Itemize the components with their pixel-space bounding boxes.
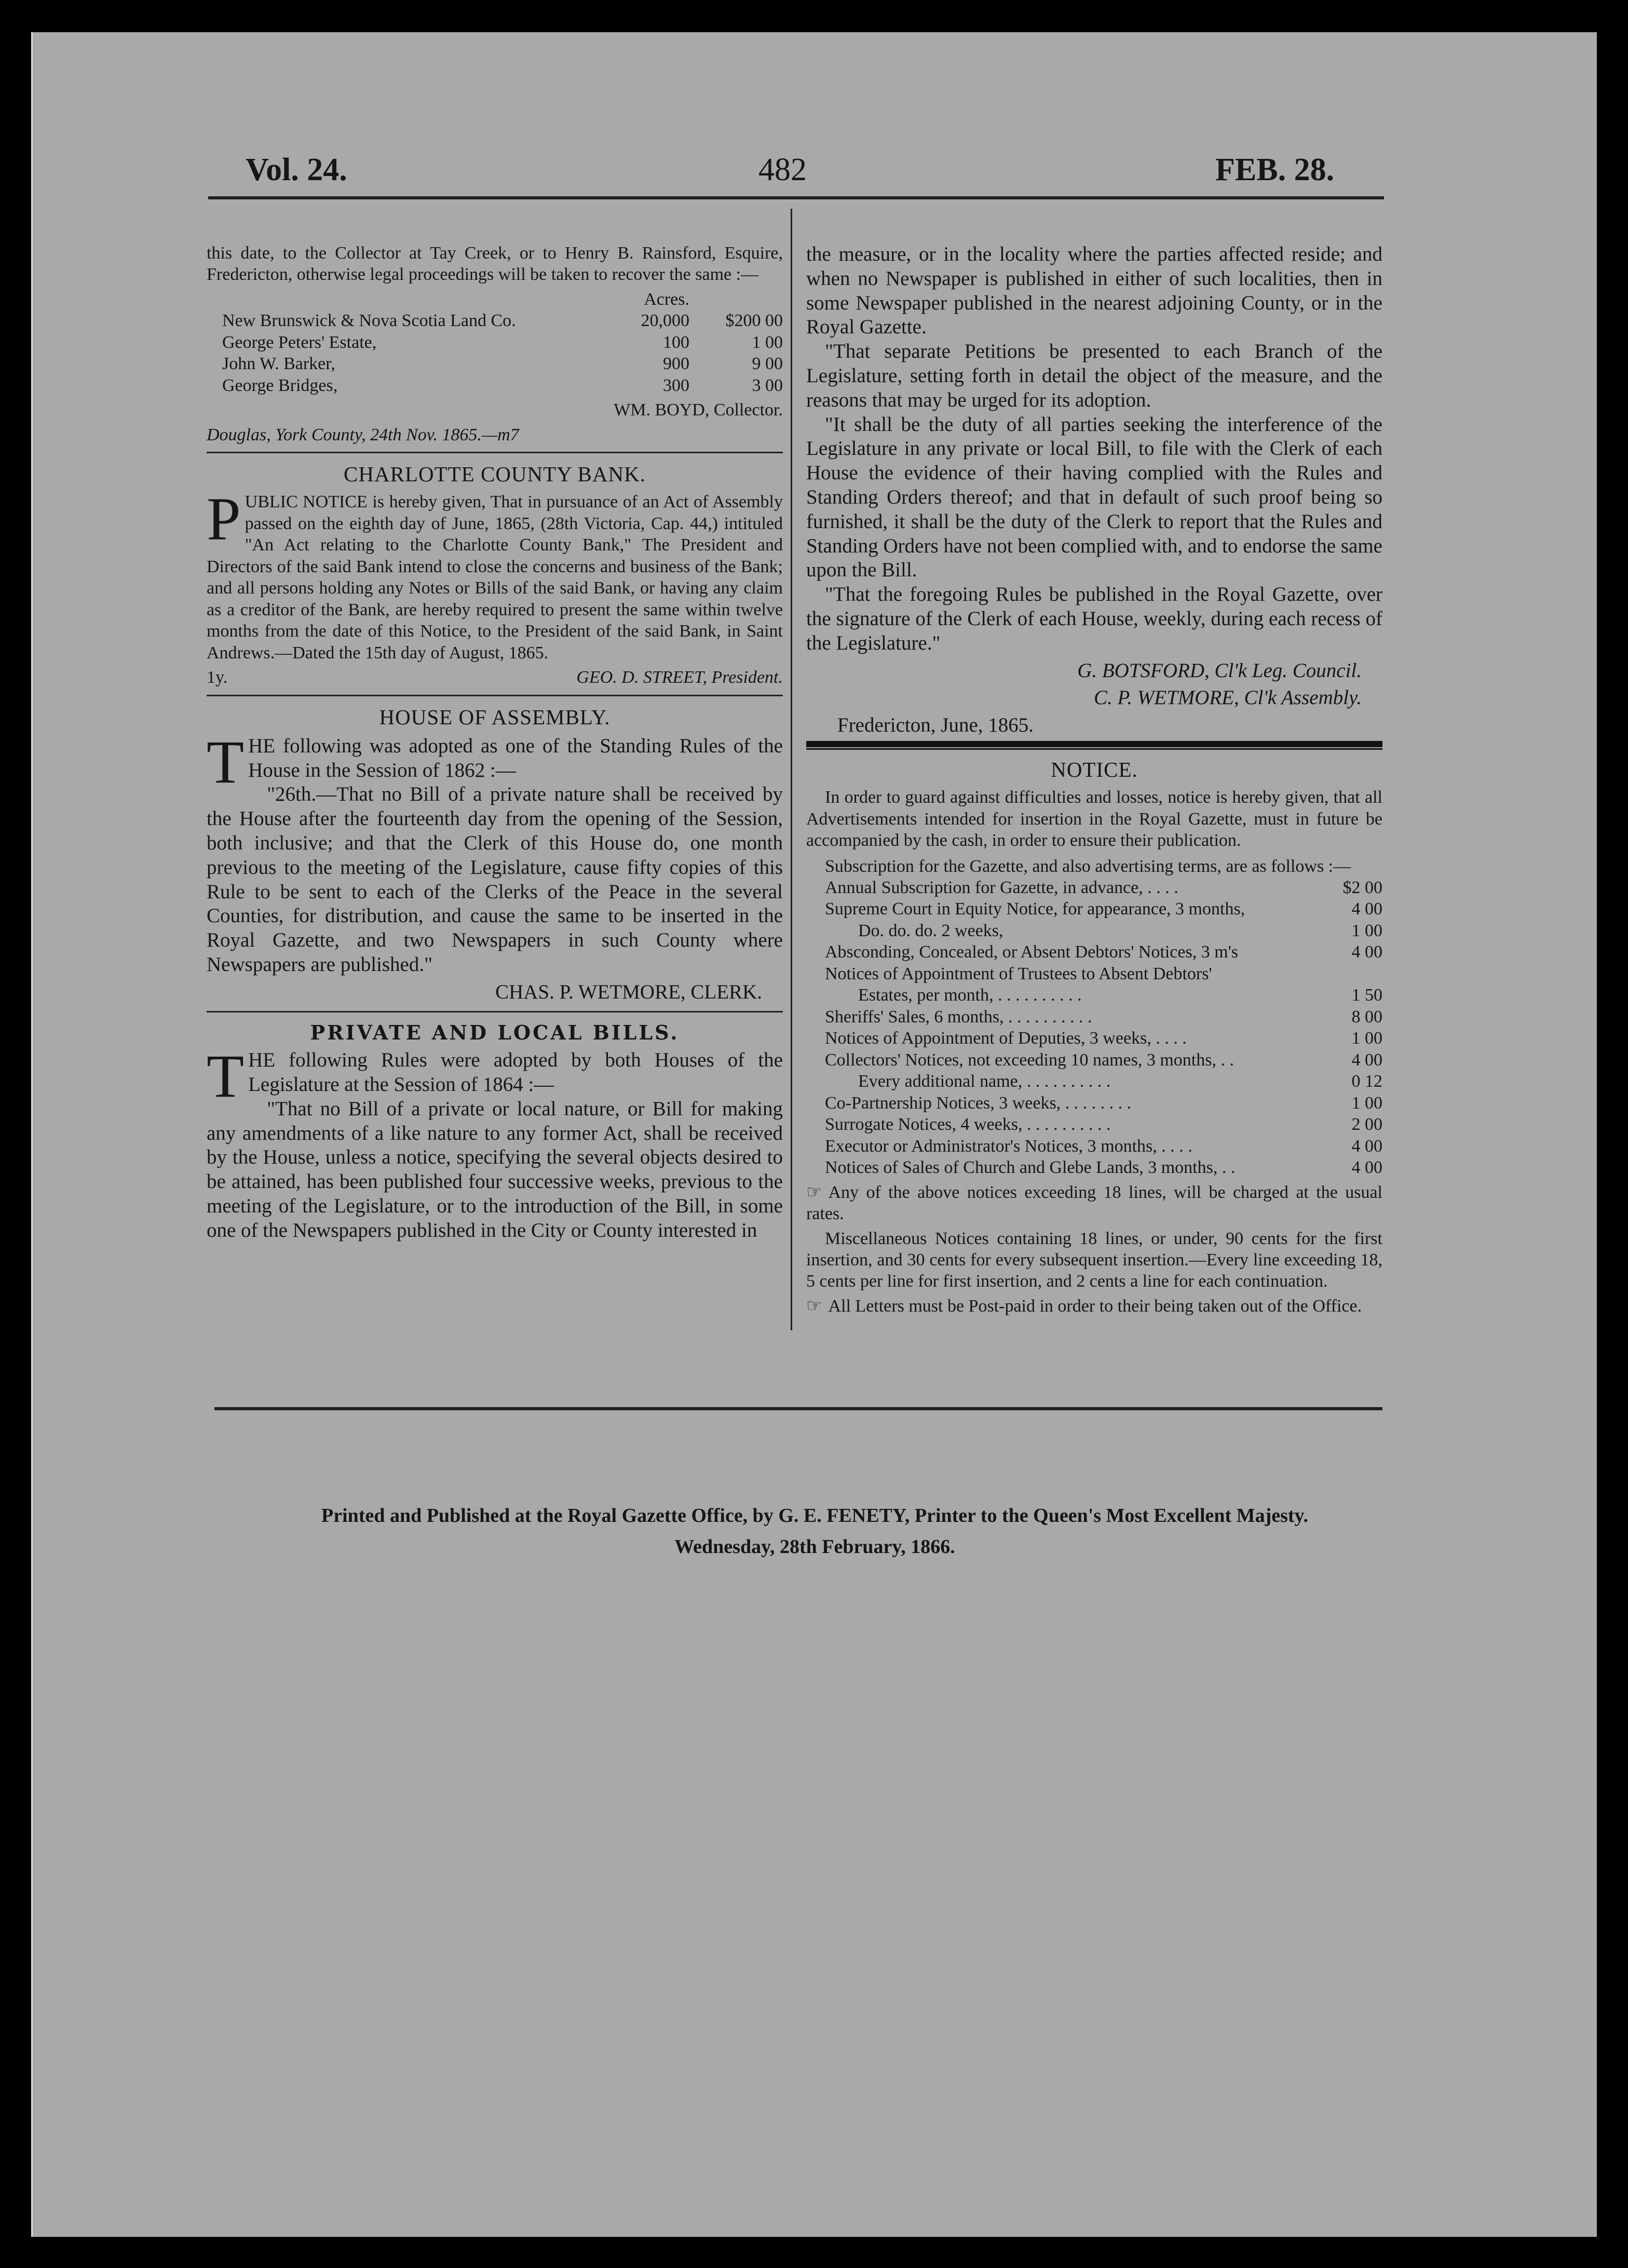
taycreek-notice-text: this date, to the Collector at Tay Creek, or to Henry B. Rainsford, Esquire, Fredericton, otherwise legal proceedings will be taken to recover the same :— — [207, 244, 783, 285]
table-row: Estates, per month, . . . . . . . . . . 1 50 — [858, 986, 1382, 1005]
bank-signature-line — [207, 667, 783, 688]
bills-rule-text: "That no Bill of a private or local nature, or Bill for making any amendments of a like nature to any former Act, shall be received by the House, unless a notice, specifying the several objects desired to be attained, has been published four successive weeks, previous to the meeting of the Legislature, or to the introduction of the Bill, in some one of the Newspapers published in the City or County interested in — [207, 1097, 783, 1241]
notice-title: NOTICE. — [1051, 757, 1138, 781]
bank-president-signature: GEO. D. STREET, President. — [576, 668, 783, 687]
table-row: Notices of Sales of Church and Glebe Lands, 3 months, . . 4 00 — [825, 1158, 1382, 1178]
pointing-hand-icon: ☞ — [806, 1182, 822, 1202]
table-row: George Bridges, 300 3 00 — [222, 375, 783, 395]
collector-place-date: Douglas, York County, 24th Nov. 1865.—m7 — [207, 425, 519, 444]
assembly-clerk-signature: C. P. WETMORE, Cl'k Assembly. — [1093, 686, 1362, 709]
section-divider — [207, 452, 783, 453]
letters-note: ☞ All Letters must be Post-paid in order to their being taken out of the Office. — [806, 1296, 1362, 1316]
bottom-rule — [214, 1407, 1382, 1410]
table-row: John W. Barker, 900 9 00 — [222, 354, 783, 374]
signature-place-date: Fredericton, June, 1865. — [837, 714, 1034, 737]
thick-rule — [806, 741, 1382, 747]
left-column — [207, 242, 783, 1243]
table-row: Supreme Court in Equity Notice, for appearance, 3 months, 4 00 — [825, 899, 1382, 919]
column-divider — [791, 209, 792, 1330]
bills-rule-continuation: the measure, or in the locality where the parties affected reside; and when no Newspaper is published in either of such localities, then in some Newspaper published in the nearest adjoining County, or in the Royal Gazette. — [806, 243, 1382, 339]
table-row: Collectors' Notices, not exceeding 10 names, 3 months, . . 4 00 — [825, 1050, 1382, 1070]
collector-signature: WM. BOYD, Collector. — [614, 400, 783, 420]
header-rule — [208, 196, 1384, 199]
section-divider — [207, 1011, 783, 1013]
section-divider — [207, 695, 783, 696]
table-row: Every additional name, . . . . . . . . . . 0 12 — [858, 1072, 1382, 1091]
table-row: George Peters' Estate, 100 1 00 — [222, 332, 783, 352]
notice-text: In order to guard against difficulties and losses, notice is hereby given, that all Advertisements intended for insertion in the Royal Gazette, must in future be accompanied by the cash, in order to ensure their publication. — [806, 788, 1382, 851]
table-row: Co-Partnership Notices, 3 weeks, . . . . . . . . 1 00 — [825, 1093, 1382, 1113]
petitions-rule: "That separate Petitions be presented to each Branch of the Legislature, setting forth in detail the object of the measure, and the reasons that may be urged for its adoption. — [806, 340, 1382, 411]
bills-intro: THE following Rules were adopted by both Houses of the Legislature at the Session of 1864 :— — [207, 1042, 783, 1111]
printer-imprint: Printed and Published at the Royal Gazette Office, by G. E. FENETY, Printer to the Queen's Most Excellent Majesty. — [321, 1505, 1308, 1527]
land-table — [207, 289, 783, 396]
table-row: Annual Subscription for Gazette, in advance, . . . . $2 00 — [825, 878, 1382, 897]
bank-notice-code: 1y. — [207, 668, 228, 687]
page-number: 482 — [758, 152, 807, 187]
table-row: Executor or Administrator's Notices, 3 months, . . . . 4 00 — [825, 1136, 1382, 1156]
assembly-clerk-signature: CHAS. P. WETMORE, CLERK. — [495, 980, 762, 1003]
duty-rule: "It shall be the duty of all parties seeking the interference of the Legislature in any private or local Bill, to file with the Clerk of each House the evidence of their having complied with the Rules and Standing Orders thereof; and that in default of such proof being so furnished, it shall be the duty of the Clerk to report that the Rules and Standing Orders have not been complied with, and to endorse the same upon the Bill. — [806, 413, 1382, 582]
publication-date: Wednesday, 28th February, 1866. — [674, 1536, 955, 1558]
assembly-title: HOUSE OF ASSEMBLY. — [379, 705, 610, 729]
table-row: Notices of Appointment of Trustees to Absent Debtors' — [825, 964, 1212, 983]
table-row: New Brunswick & Nova Scotia Land Co. 20,000 $200 00 — [222, 311, 783, 331]
right-column — [806, 242, 1382, 1317]
newspaper-page — [31, 32, 1597, 2237]
publication-rule: "That the foregoing Rules be published in the Royal Gazette, over the signature of the Clerk of each House, weekly, during each recess of the Legislature." — [806, 583, 1382, 654]
assembly-intro: THE following was adopted as one of the Standing Rules of the House in the Session of 1862 :— — [207, 727, 783, 796]
bank-notice-text: PUBLIC NOTICE is hereby given, That in pursuance of an Act of Assembly passed on the eighth day of June, 1865, (28th Victoria, Cap. 44,) intituled "An Act relating to the Charlotte County Bank," The President and Directors of the said Bank intend to close the concerns and business of the Bank; and all persons holding any Notes or Bills of the said Bank, or having any claim as a creditor of the Bank, are hereby required to present the same within twelve months from the date of this Notice, to the President of the said Bank, in Saint Andrews.—Dated the 15th day of August, 1865. — [207, 485, 783, 663]
council-clerk-signature: G. BOTSFORD, Cl'k Leg. Council. — [1077, 659, 1362, 682]
issue-date: FEB. 28. — [1215, 152, 1335, 187]
acres-header: Acres. — [644, 289, 689, 309]
terms-intro: Subscription for the Gazette, and also advertising terms, are as follows :— — [825, 856, 1351, 876]
pointing-hand-icon: ☞ — [806, 1296, 822, 1316]
bank-notice-title: CHARLOTTE COUNTY BANK. — [344, 462, 646, 487]
volume-number: Vol. 24. — [246, 152, 347, 187]
table-row: Notices of Appointment of Deputies, 3 weeks, . . . . 1 00 — [825, 1029, 1382, 1048]
assembly-rule-text: "26th.—That no Bill of a private nature shall be received by the House after the fourteenth day from the opening of the Session, both inclusive; and that the Clerk of this House do, one month previous to the meeting of the Legislature, cause fifty copies of this Rule to be sent to each of the Clerks of the Peace in the several Counties, for distribution, and cause the same to be inserted in the Royal Gazette, and two Newspapers in such County where Newspapers are published." — [207, 783, 783, 976]
rates-table — [806, 877, 1382, 1179]
table-row: Do. do. do. 2 weeks, 1 00 — [858, 921, 1382, 940]
table-row: Sheriffs' Sales, 6 months, . . . . . . . . . . 8 00 — [825, 1007, 1382, 1027]
misc-note: Miscellaneous Notices containing 18 lines, or under, 90 cents for the first insertion, and 30 cents for every subsequent insertion.—Every line exceeding 18, 5 cents per line for first insertion, and 2 cents a line for each continuation. — [806, 1228, 1382, 1291]
table-row: Absconding, Concealed, or Absent Debtors' Notices, 3 m's 4 00 — [825, 942, 1382, 962]
exceed-note: ☞ Any of the above notices exceeding 18 lines, will be charged at the usual rates. — [806, 1182, 1382, 1224]
thin-rule — [806, 748, 1382, 750]
private-local-bills-title: PRIVATE AND LOCAL BILLS. — [310, 1020, 680, 1044]
table-row: Surrogate Notices, 4 weeks, . . . . . . . . . . 2 00 — [825, 1115, 1382, 1135]
